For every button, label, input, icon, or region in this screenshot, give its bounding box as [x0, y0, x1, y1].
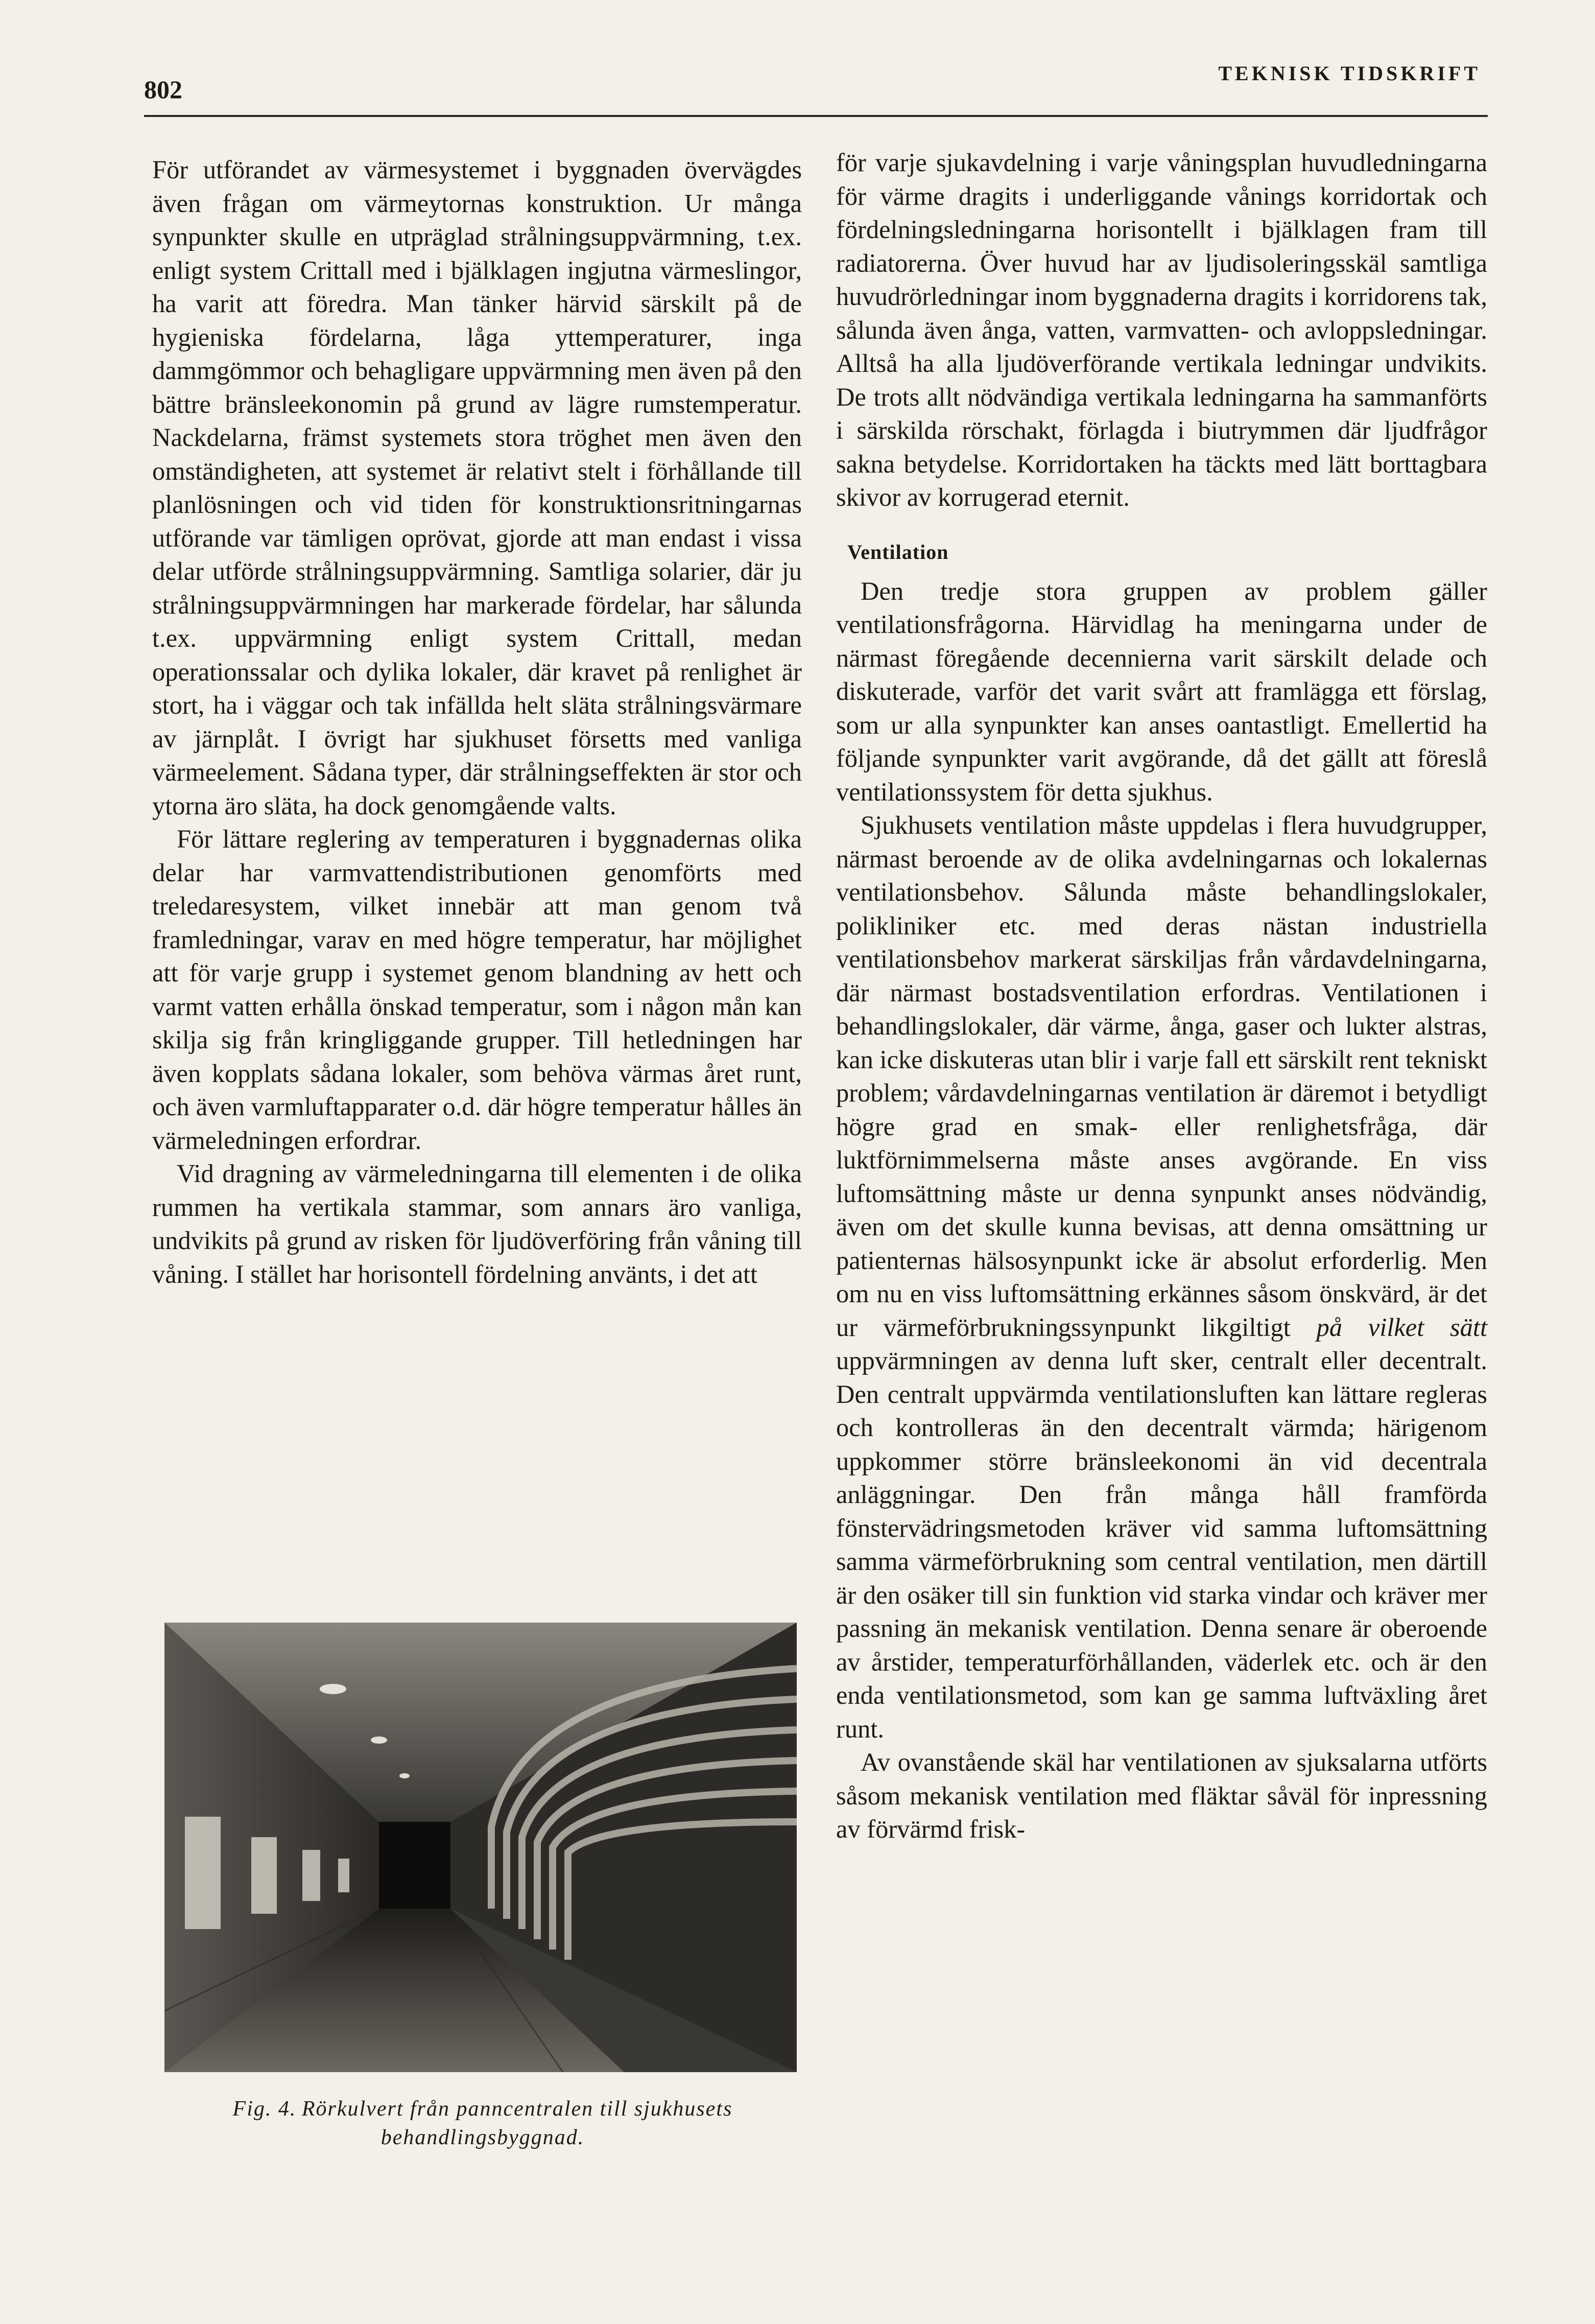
left-paragraph-2: För lättare reglering av temperaturen i byggnadernas olika delar har varmvattendistributionen genomförts med treledaresystem, vilket innebär att man genom två framledningar, varav en med högre temperatur, har möjlighet att för varje grupp i systemet genom blandning av hett och varmt vatten erhålla önskad temperatur, som i någon mån kan skilja sig från kringliggande grupper. Till hetledningen har även kopplats sådana lokaler, som behöva värmas året runt, och även varmluftapparater o.d. där högre temperatur hålles än värmeledningen erfordrar.	[152, 825, 802, 1155]
figure-label: Fig. 4.	[232, 2097, 297, 2121]
page-number: 802	[144, 75, 182, 104]
figure-caption-text: Rörkulvert från panncentralen till sjukhusets behandlingsbyggnad.	[301, 2097, 733, 2149]
left-paragraph-3: Vid dragning av värmeledningarna till elementen i de olika rummen ha vertikala stammar, som annars äro vanliga, undvikits på grund av risken för ljudöverföring från våning till våning. I stället har horisontell fördelning använts, i det att	[152, 1159, 802, 1288]
section-heading: Ventilation	[847, 540, 949, 564]
right-paragraph-4: Av ovanstående skäl har ventilationen av sjuksalarna utförts såsom mekanisk ventilation med fläktar såväl för inpressning av förvärmd frisk-	[836, 1748, 1487, 1843]
emphasis-text: på vilket sätt	[1316, 1312, 1487, 1342]
left-column	[152, 153, 802, 1291]
left-paragraph-1: För utförandet av värmesystemet i byggnaden övervägdes även frågan om värmeytornas konstruktion. Ur många synpunkter skulle en utpräglad strålningsuppvärmning, t.ex. enligt system Crittall med i bjälklagen ingjutna värmeslingor, ha varit att föredra. Man tänker härvid särskilt på de hygieniska fördelarna, låga yttemperaturer, inga dammgömmor och behagligare uppvärmning men även på den bättre bränsleekonomin på grund av lägre rumstemperatur. Nackdelarna, främst systemets stora tröghet men även den omständigheten, att systemet är relativt stelt i förhållande till planlösningen och vid tiden för konstruktionsritningarnas utförande var tämligen oprövat, gjorde att man endast i vissa delar utförde strålningsuppvärmning. Samtliga solarier, där ju strålningsuppvärmningen har markerade fördelar, har sålunda t.ex. uppvärmning enligt system Crittall, medan operationssalar och dylika lokaler, där kravet på renlighet är stort, ha i väggar och tak infällda helt släta strålningsvärmare av järnplåt. I övrigt har sjukhuset försetts med vanliga värmeelement. Sådana typer, där strålningseffekten är stor och ytorna äro släta, ha dock genomgående valts.	[152, 155, 802, 820]
journal-title: TEKNISK TIDSKRIFT	[1218, 62, 1481, 85]
tunnel-photo-illustration	[164, 1623, 797, 2072]
right-paragraph-1: för varje sjukavdelning i varje våningsplan huvudledningarna för värme dragits i underliggande vånings korridortak och fördelningsledningarna horisontellt i bjälklagen fram till radiatorerna. Över huvud har av ljudisoleringsskäl samtliga huvudrörledningar inom byggnaderna dragits i korridorens tak, sålunda även ånga, vatten, varmvatten- och avloppsledningar. Alltså ha alla ljudöverförande vertikala ledningar undvikits. De trots allt nödvändiga vertikala ledningarna ha sammanförts i särskilda rörschakt, förlagda i biutrymmen där ljudfrågor sakna betydelse. Korridortaken ha täckts med lätt borttagbara skivor av korrugerad eternit.	[836, 148, 1487, 511]
right-paragraph-2: Den tredje stora gruppen av problem gäller ventilationsfrågorna. Härvidlag ha meningarna under de närmast föregående decennierna varit särskilt delade och diskuterade, varför det varit svårt att framlägga ett förslag, som ur alla synpunkter kan anses oantastligt. Emellertid ha följande synpunkter varit avgörande, då det gällt att föreslå ventilationssystem för detta sjukhus.	[836, 576, 1487, 806]
right-column	[836, 146, 1487, 1846]
figure-caption	[153, 2095, 812, 2152]
header-rule	[144, 115, 1488, 117]
right-paragraph-3	[836, 809, 1487, 1746]
right-paragraph-3-text: Sjukhusets ventilation måste uppdelas i flera huvudgrupper, närmast beroende av de olika avdelningarnas och lokalernas ventilationsbehov. Sålunda måste behandlingslokaler, polikliniker etc. med deras nästan industriella ventilationsbehov markerat särskiljas från vårdavdelningarna, där närmast bostadsventilation erfordras. Ventilationen i behandlingslokaler, där värme, ånga, gaser och lukter alstras, kan icke diskuteras utan blir i varje fall ett särskilt rent tekniskt problem; vårdavdelningarnas ventilation är däremot i betydligt högre grad en smak- eller renlighetsfråga, där luktförnimmelserna måste anses avgörande. En viss luftomsättning måste ur denna synpunkt anses nödvändig, även om det skulle kunna bevisas, att denna omsättning ur patienternas hälsosynpunkt icke är absolut erforderlig. Men om nu en viss luftomsättning erkännes såsom önskvärd, är det ur värmeförbrukningssynpunkt likgiltigt	[836, 811, 1487, 1342]
figure-photo	[164, 1623, 797, 2072]
right-paragraph-3-continuation: uppvärmningen av denna luft sker, centralt eller decentralt. Den centralt uppvärmda ventilationsluften kan lättare regleras och kontrolleras än den decentralt värmda; härigenom uppkommer större bränsleekonomi än vid decentrala anläggningar. Den från många håll framförda fönstervädringsmetoden kräver vid samma luftomsättning samma värmeförbrukning som central ventilation, men därtill är den osäker till sin funktion vid starka vindar och kräver mer passning än mekanisk ventilation. Denna senare är oberoende av årstider, temperaturförhållanden, väderlek etc. och är den enda ventilationsmetod, som kan ge samma luftväxling året runt.	[836, 1346, 1487, 1743]
